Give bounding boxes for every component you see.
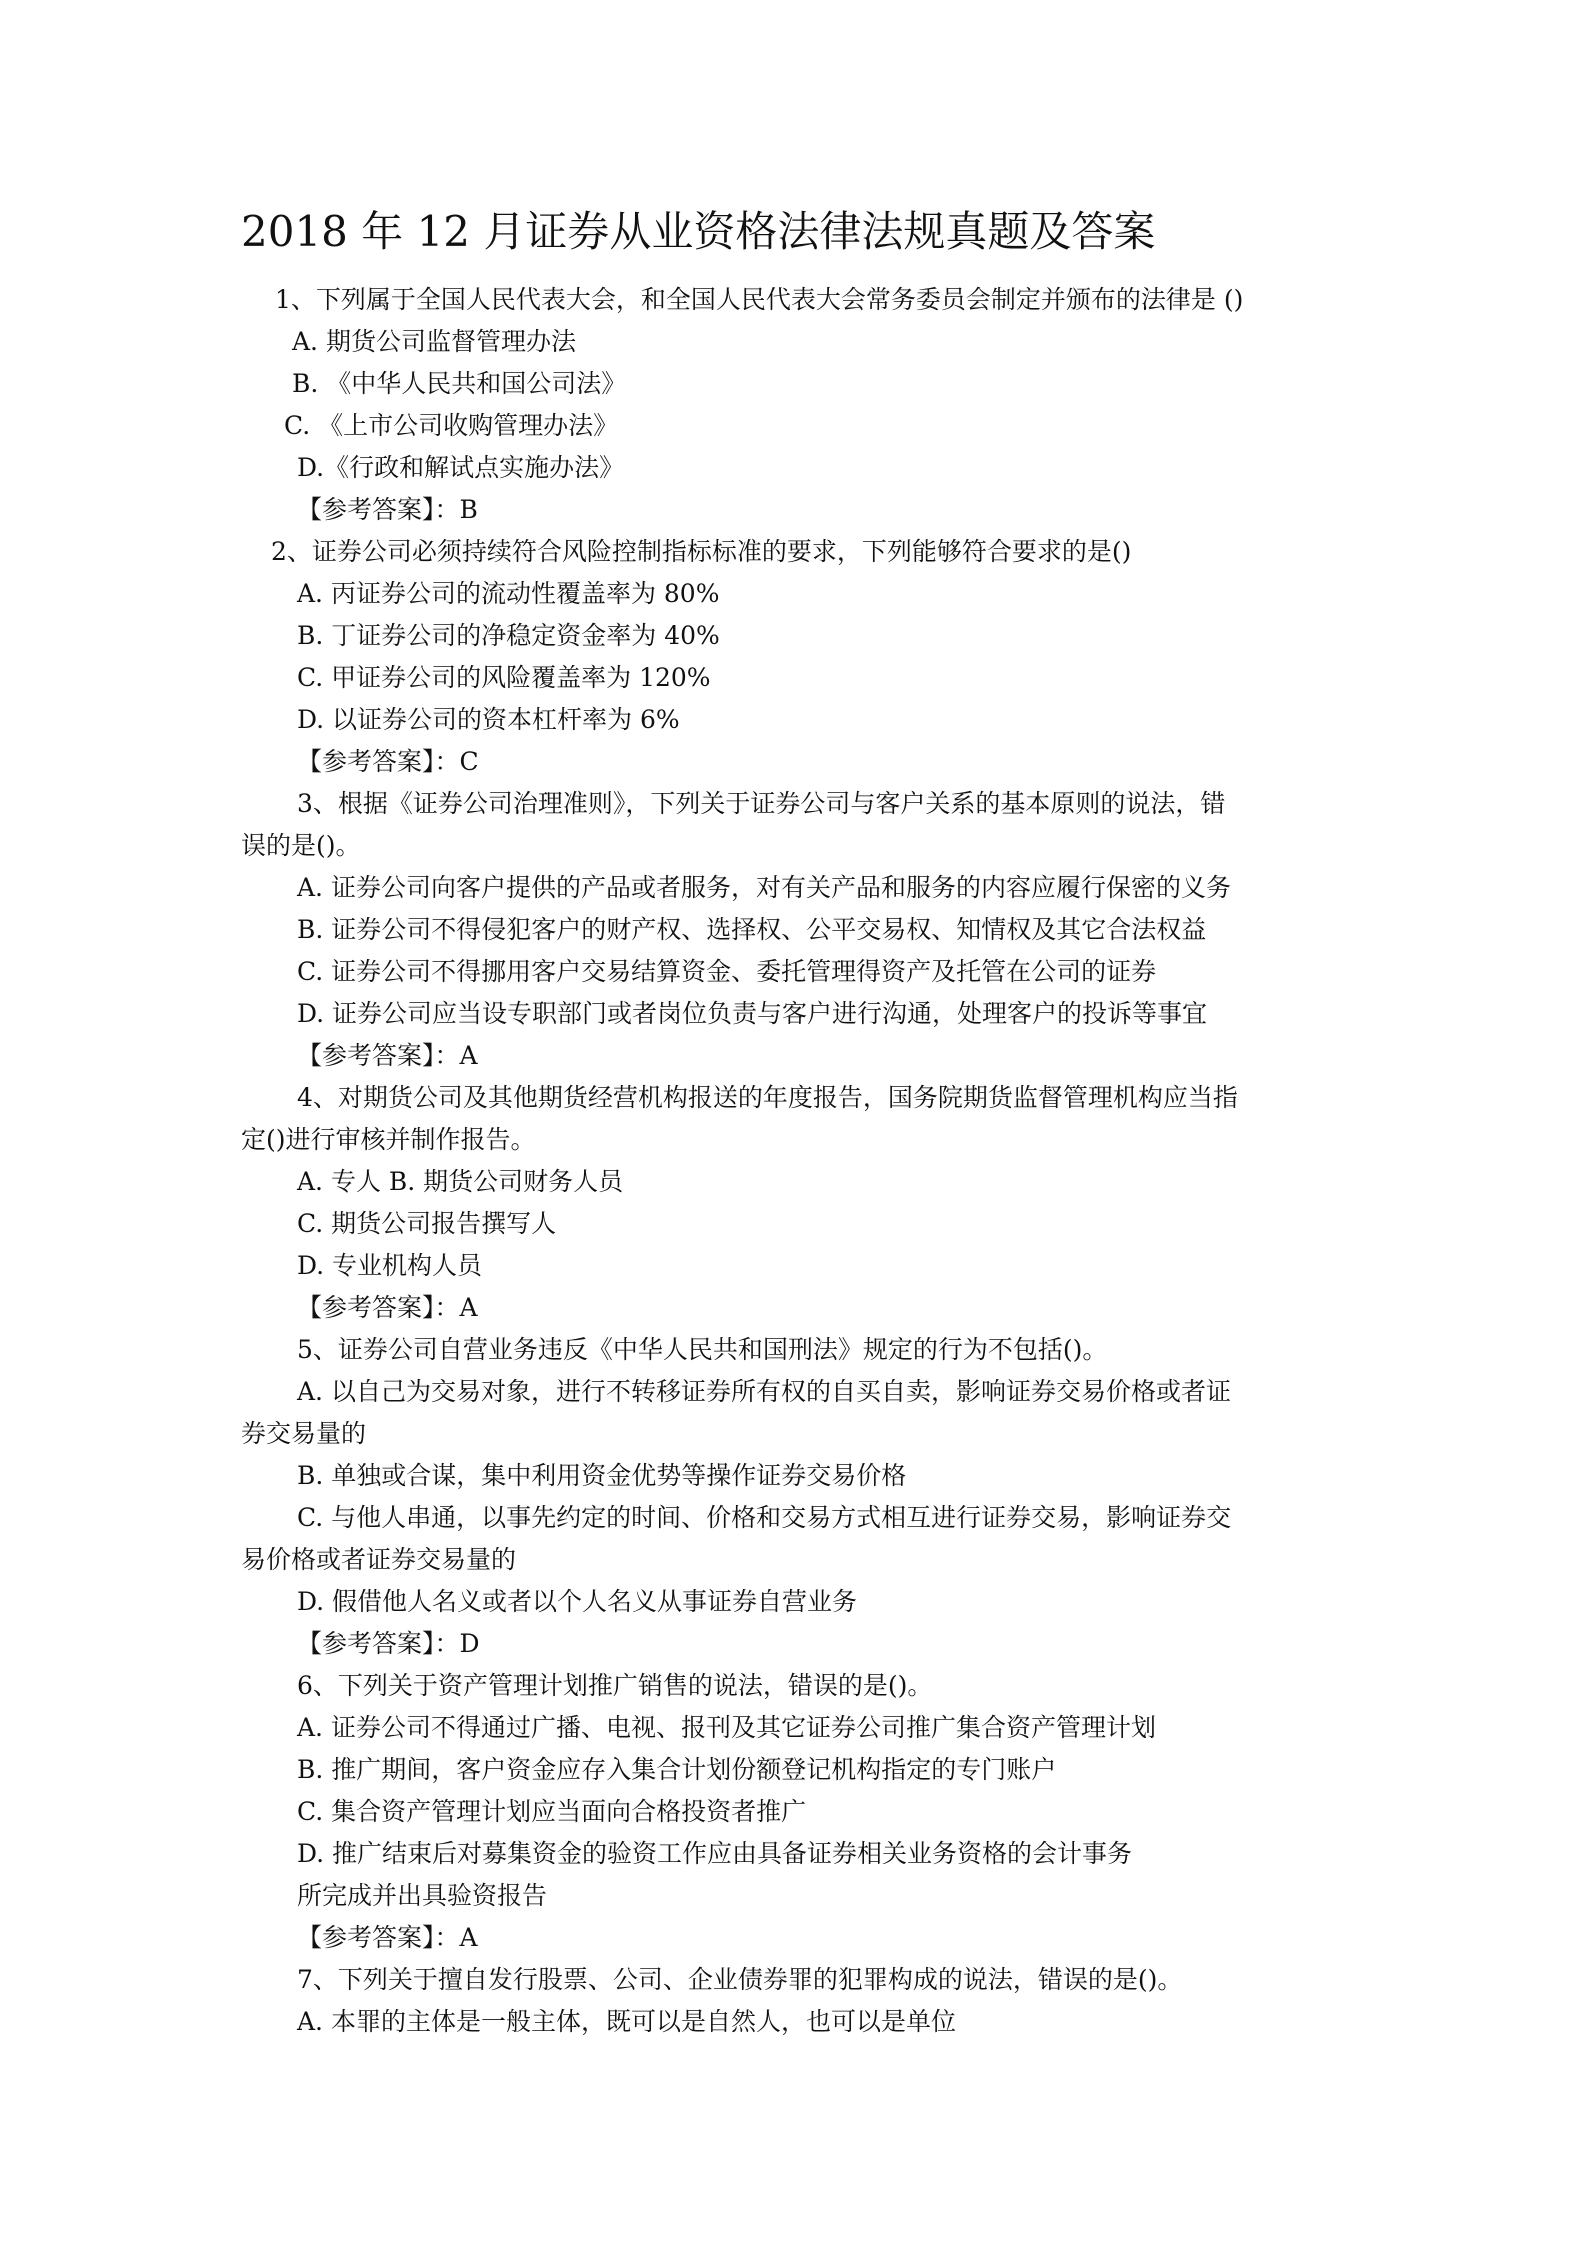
question-4-option-d: D. 专业机构人员 <box>297 1251 483 1280</box>
question-3-option-a: A. 证券公司向客户提供的产品或者服务，对有关产品和服务的内容应履行保密的义务 <box>297 873 1231 902</box>
question-4-stem-cont: 定()进行审核并制作报告。 <box>241 1125 536 1154</box>
question-4-option-ab: A. 专人 B. 期货公司财务人员 <box>297 1167 624 1196</box>
question-1-option-a: A. 期货公司监督管理办法 <box>292 327 576 356</box>
question-4-option-c: C. 期货公司报告撰写人 <box>297 1209 557 1238</box>
question-3-option-d: D. 证券公司应当设专职部门或者岗位负责与客户进行沟通，处理客户的投诉等事宜 <box>297 999 1208 1028</box>
question-6-stem: 6、下列关于资产管理计划推广销售的说法，错误的是()。 <box>297 1671 933 1700</box>
question-2-option-b: B. 丁证券公司的净稳定资金率为 40% <box>297 621 720 650</box>
question-6-option-d: D. 推广结束后对募集资金的验资工作应由具备证券相关业务资格的会计事务 <box>297 1839 1133 1868</box>
question-2-option-d: D. 以证券公司的资本杠杆率为 6% <box>297 705 680 734</box>
question-1-option-c: C. 《上市公司收购管理办法》 <box>284 411 619 440</box>
question-7-option-a: A. 本罪的主体是一般主体，既可以是自然人，也可以是单位 <box>297 2007 956 2036</box>
question-2-option-c: C. 甲证券公司的风险覆盖率为 120% <box>297 663 711 692</box>
question-6-option-b: B. 推广期间，客户资金应存入集合计划份额登记机构指定的专门账户 <box>297 1755 1057 1784</box>
question-6-option-a: A. 证券公司不得通过广播、电视、报刊及其它证券公司推广集合资产管理计划 <box>297 1713 1156 1742</box>
question-4-stem: 4、对期货公司及其他期货经营机构报送的年度报告，国务院期货监督管理机构应当指 <box>297 1083 1238 1112</box>
question-4-answer: 【参考答案】：A <box>297 1293 478 1322</box>
question-5-option-b: B. 单独或合谋，集中利用资金优势等操作证券交易价格 <box>297 1461 907 1490</box>
document-title: 2018 年 12 月证券从业资格法律法规真题及答案 <box>241 207 1156 256</box>
question-2-answer: 【参考答案】：C <box>297 747 479 776</box>
question-1-option-d: D.《行政和解试点实施办法》 <box>297 453 625 482</box>
question-5-option-a-cont: 券交易量的 <box>241 1419 367 1448</box>
question-3-answer: 【参考答案】：A <box>297 1041 478 1070</box>
question-5-answer: 【参考答案】：D <box>297 1629 480 1658</box>
question-6-option-d-cont: 所完成并出具验资报告 <box>297 1881 548 1910</box>
question-5-option-c-cont: 易价格或者证券交易量的 <box>241 1545 517 1574</box>
question-3-option-c: C. 证券公司不得挪用客户交易结算资金、委托管理得资产及托管在公司的证券 <box>297 957 1157 986</box>
question-3-stem: 3、根据《证券公司治理准则》，下列关于证券公司与客户关系的基本原则的说法，错 <box>297 789 1226 818</box>
question-2-option-a: A. 丙证券公司的流动性覆盖率为 80% <box>297 579 720 608</box>
question-2-stem: 2、证券公司必须持续符合风险控制指标标准的要求，下列能够符合要求的是() <box>271 537 1132 566</box>
question-6-option-c: C. 集合资产管理计划应当面向合格投资者推广 <box>297 1797 807 1826</box>
question-6-answer: 【参考答案】：A <box>297 1923 478 1952</box>
question-1-option-b: B. 《中华人民共和国公司法》 <box>292 369 627 398</box>
question-5-stem: 5、证券公司自营业务违反《中华人民共和国刑法》规定的行为不包括()。 <box>297 1335 1108 1364</box>
question-3-stem-cont: 误的是()。 <box>241 831 361 860</box>
question-5-option-d: D. 假借他人名义或者以个人名义从事证券自营业务 <box>297 1587 858 1616</box>
question-5-option-a: A. 以自己为交易对象，进行不转移证券所有权的自买自卖，影响证券交易价格或者证 <box>297 1377 1231 1406</box>
question-1-answer: 【参考答案】：B <box>297 495 478 524</box>
question-7-stem: 7、下列关于擅自发行股票、公司、企业债券罪的犯罪构成的说法，错误的是()。 <box>297 1965 1183 1994</box>
question-1-stem: 1、下列属于全国人民代表大会，和全国人民代表大会常务委员会制定并颁布的法律是 () <box>275 285 1244 314</box>
question-5-option-c: C. 与他人串通，以事先约定的时间、价格和交易方式相互进行证券交易，影响证券交 <box>297 1503 1232 1532</box>
question-3-option-b: B. 证券公司不得侵犯客户的财产权、选择权、公平交易权、知情权及其它合法权益 <box>297 915 1207 944</box>
